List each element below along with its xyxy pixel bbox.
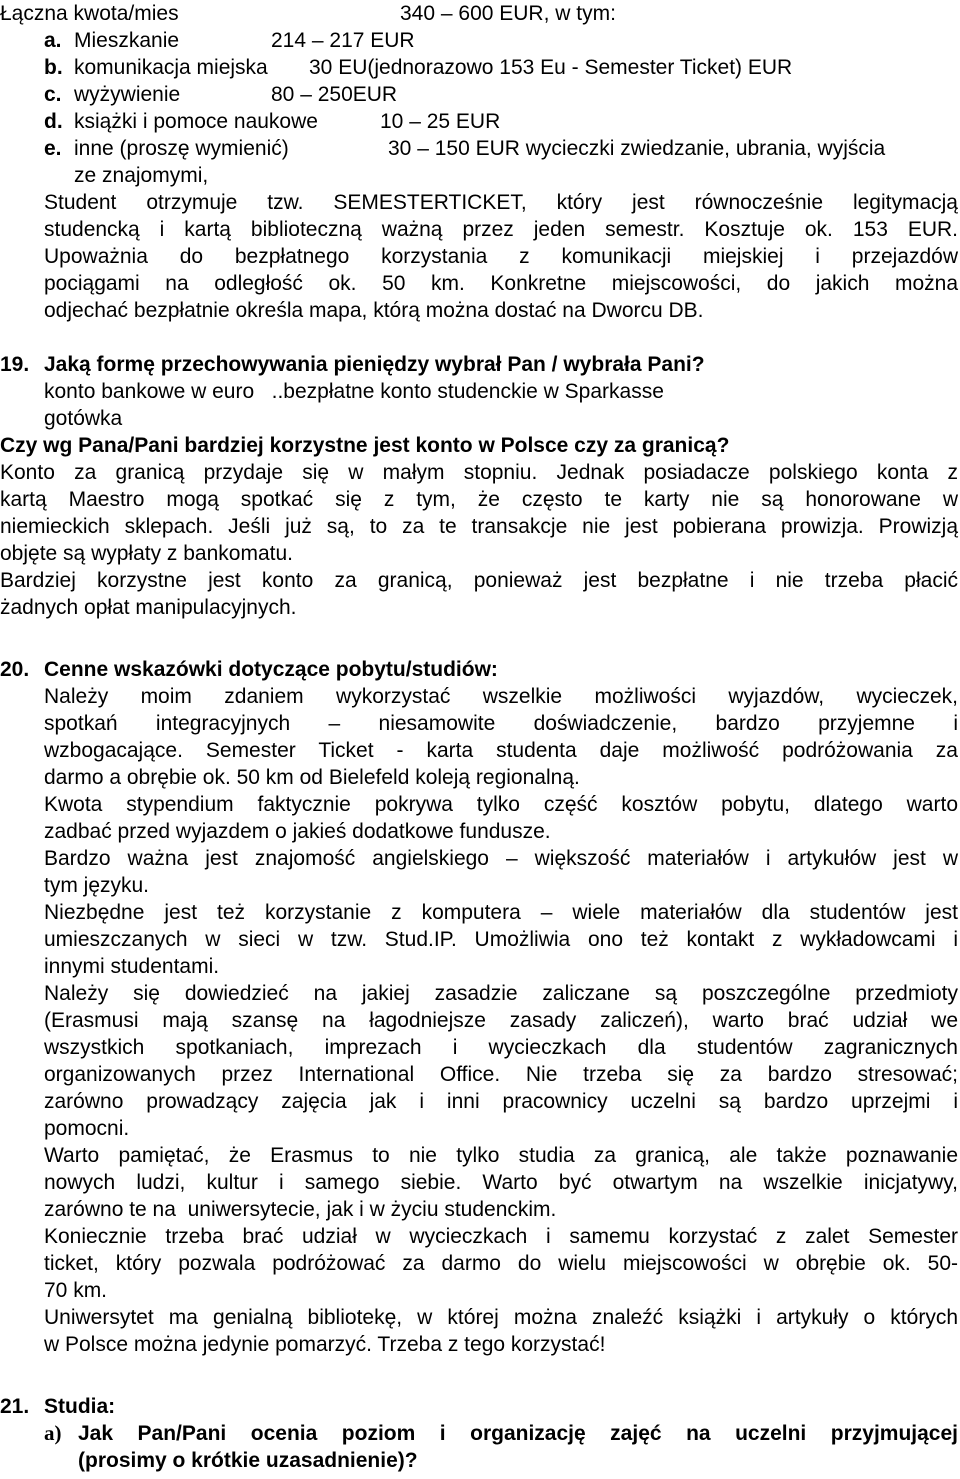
q20-p4-line-1: Niezbędne jest też korzystanie z komputera – wiele materiałów dla studentów jest <box>44 901 958 924</box>
q20-p5-line-4: organizowanych przez International Office. Nie trzeba się za bardzo stresować; <box>44 1063 958 1086</box>
q19-answer-text-3: niemieckich sklepach. Jeśli już są, to za te transakcje nie jest pobierana prowizja. Prowizją <box>0 515 958 538</box>
q20-p8-last: w Polsce można jedynie pomarzyć. Trzeba z tego korzystać! <box>44 1333 606 1356</box>
q19-question: Jaką formę przechowywania pieniędzy wybrał Pan / wybrała Pani? <box>44 353 705 376</box>
student-line-3: Upoważnia do bezpłatnego korzystania z komunikacji miejskiej i przejazdów <box>44 245 958 268</box>
item-d-label: książki i pomoce naukowe <box>74 110 318 133</box>
q20-p1-line-1: Należy moim zdaniem wykorzystać wszelkie możliwości wyjazdów, wycieczek, <box>44 685 958 708</box>
student-line-4: pociągami na odległość ok. 50 km. Konkretne miejscowości, do jakich można <box>44 272 958 295</box>
item-b-value: 30 EU(jednorazowo 153 Eu - Semester Ticket) EUR <box>309 56 793 79</box>
q20-p6-line-2: nowych ludzi, kultur i samego siebie. Warto być otwartym na wszelkie inicjatywy, <box>44 1171 958 1194</box>
q21-number: 21. <box>0 1395 30 1418</box>
q20-p7-line-1: Koniecznie trzeba brać udział w wycieczkach i samemu korzystać z zalet Semester <box>44 1225 958 1248</box>
item-c-letter: c. <box>44 83 62 106</box>
q19-number: 19. <box>0 353 30 376</box>
q21-sub-question-line-1: Jak Pan/Pani ocenia poziom i organizację zajęć na uczelni przyjmującej <box>78 1422 958 1445</box>
q19-answer-text-1: Konto za granicą przydaje się w małym stopniu. Jednak posiadacze polskiego konta z <box>0 461 958 484</box>
item-b-letter: b. <box>44 56 63 79</box>
q20-p2-last: zadbać przed wyjazdem o jakieś dodatkowe fundusze. <box>44 820 551 843</box>
q20-p1-line-2: spotkań integracyjnych – niesamowite doświadczenie, bardzo przyjemne i <box>44 712 958 735</box>
q20-p2-line-1: Kwota stypendium faktycznie pokrywa tylko część kosztów pobytu, dlatego warto <box>44 793 958 816</box>
q20-p6-last: zarówno te na uniwersytecie, jak i w życiu studenckim. <box>44 1198 557 1221</box>
q20-p6-line-1: Warto pamiętać, że Erasmus to nie tylko studia za granicą, ale także poznawanie <box>44 1144 958 1167</box>
q19-answer2-text-1: Bardziej korzystne jest konto za granicą, ponieważ jest bezpłatne i nie trzeba płacić <box>0 569 958 592</box>
q20-p4-line-2: umieszczanych w sieci w tzw. Stud.IP. Umożliwia ono też kontakt z wykładowcami i <box>44 928 958 951</box>
q19-answer-line-2: gotówka <box>44 407 123 430</box>
q20-p1-line-3: wzbogacające. Semester Ticket - karta studenta daje możliwość podróżowania za <box>44 739 958 762</box>
total-label: Łączna kwota/mies <box>0 2 179 25</box>
item-b-label: komunikacja miejska <box>74 56 268 79</box>
q20-p5-line-1: Należy się dowiedzieć na jakiej zasadzie zaliczane są poszczególne przedmioty <box>44 982 958 1005</box>
q20-p4-last: innymi studentami. <box>44 955 220 978</box>
q20-p3-last: tym języku. <box>44 874 150 897</box>
item-a-label: Mieszkanie <box>74 29 180 52</box>
item-d-letter: d. <box>44 110 63 133</box>
item-e-letter: e. <box>44 137 62 160</box>
q20-number: 20. <box>0 658 30 681</box>
total-value: 340 – 600 EUR, w tym: <box>400 2 616 25</box>
item-a-value: 214 – 217 EUR <box>271 29 415 52</box>
q20-title: Cenne wskazówki dotyczące pobytu/studiów: <box>44 658 498 681</box>
q20-p8-line-1: Uniwersytet ma genialną bibliotekę, w której można znaleźć książki i artykuły o których <box>44 1306 958 1329</box>
item-c-label: wyżywienie <box>74 83 181 106</box>
q20-p7-last: 70 km. <box>44 1279 108 1302</box>
item-e-value: 30 – 150 EUR wycieczki zwiedzanie, ubrania, wyjścia <box>388 137 886 160</box>
q20-p5-line-5: zarówno prowadzący zajęcia jak i inni pracownicy uczelni są bardzo uprzejmi i <box>44 1090 958 1113</box>
q21-sub-question-line-2: (prosimy o krótkie uzasadnienie)? <box>78 1449 418 1472</box>
q20-p7-line-2: ticket, który pozwala podróżować za darmo do wielu miejscowości w obrębie ok. 50- <box>44 1252 958 1275</box>
item-e-continuation: ze znajomymi, <box>74 164 209 187</box>
item-e-label: inne (proszę wymienić) <box>74 137 289 160</box>
student-line-2: studencką i kartą biblioteczną ważną przez jeden semestr. Kosztuje ok. 153 EUR. <box>44 218 958 241</box>
q19-answer2-text-last: żadnych opłat manipulacyjnych. <box>0 596 297 619</box>
q19-answer-line-1: konto bankowe w euro ..bezpłatne konto studenckie w Sparkasse <box>44 380 664 403</box>
q21-title: Studia: <box>44 1395 116 1418</box>
q20-p5-last: pomocni. <box>44 1117 130 1140</box>
q20-p5-line-2: (Erasmusi mają szansę na łagodniejsze zasady zaliczeń), warto brać udział we <box>44 1009 958 1032</box>
q19-sub-question: Czy wg Pana/Pani bardziej korzystne jest konto w Polsce czy za granicą? <box>0 434 730 457</box>
q19-answer-text-last: objęte są wypłaty z bankomatu. <box>0 542 293 565</box>
student-last-line: odjechać bezpłatnie określa mapa, którą można dostać na Dworcu DB. <box>44 299 704 322</box>
student-line-1: Student otrzymuje tzw. SEMESTERTICKET, który jest równocześnie legitymacją <box>44 191 958 214</box>
item-d-value: 10 – 25 EUR <box>380 110 501 133</box>
item-a-letter: a. <box>44 29 62 52</box>
q19-answer-text-2: kartą Maestro mogą spotkać się z tym, że często te karty nie są honorowane w <box>0 488 958 511</box>
q20-p1-last: darmo a obrębie ok. 50 km od Bielefeld koleją regionalną. <box>44 766 580 789</box>
q20-p5-line-3: wszystkich spotkaniach, imprezach i wycieczkach dla studentów zagranicznych <box>44 1036 958 1059</box>
q21-sub-letter: a) <box>44 1421 62 1445</box>
q20-p3-line-1: Bardzo ważna jest znajomość angielskiego – większość materiałów i artykułów jest w <box>44 847 958 870</box>
item-c-value: 80 – 250EUR <box>271 83 398 106</box>
